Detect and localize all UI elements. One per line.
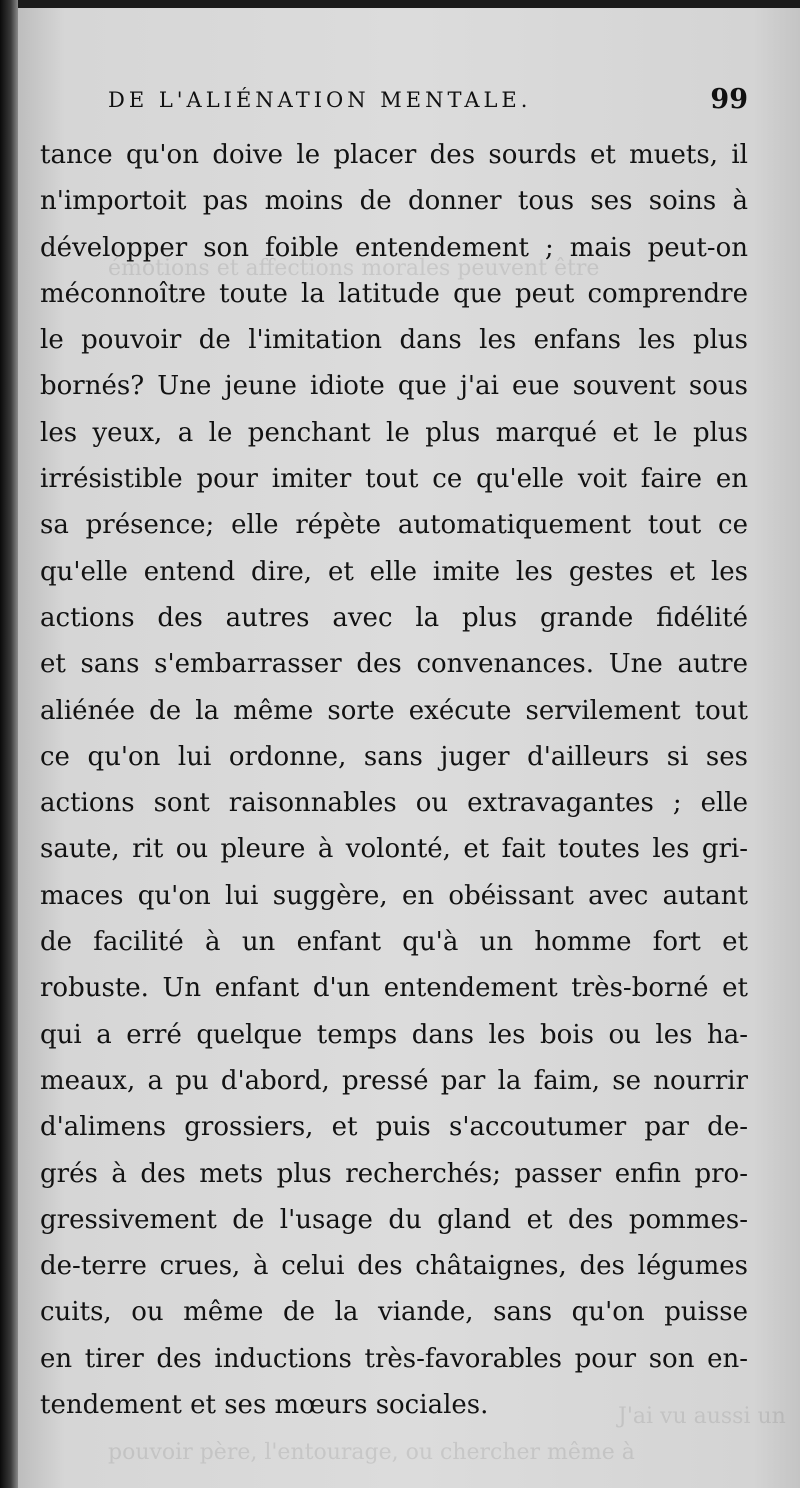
text-line: tendement et ses mœurs sociales. (40, 1390, 489, 1421)
text-line: développer son foible entendement ; mais peut-on (40, 232, 748, 263)
body-text (40, 132, 748, 1428)
bleed-through-text: émotions et affections morales peuvent être (108, 256, 600, 281)
text-line: qu'elle entend dire, et elle imite les gestes et les (40, 556, 748, 587)
text-line: actions sont raisonnables ou extravagantes ; elle (40, 788, 748, 819)
text-line: irrésistible pour imiter tout ce qu'elle voit faire en (40, 464, 748, 495)
text-line: cuits, ou même de la viande, sans qu'on puisse (40, 1297, 748, 1328)
running-head: DE L'ALIÉNATION MENTALE. (108, 88, 532, 112)
text-line: actions des autres avec la plus grande fidélité (40, 602, 748, 633)
page-header (108, 84, 748, 118)
text-line: méconnoître toute la latitude que peut comprendre (40, 278, 748, 309)
text-line: grés à des mets plus recherchés; passer enfin pro- (40, 1158, 748, 1189)
text-line: ce qu'on lui ordonne, sans juger d'ailleurs si ses (40, 741, 748, 772)
text-line: de facilité à un enfant qu'à un homme fort et (40, 927, 748, 958)
text-line: n'importoit pas moins de donner tous ses soins à (40, 186, 748, 217)
text-line: en tirer des inductions très-favorables pour son en- (40, 1343, 748, 1374)
text-line: maces qu'on lui suggère, en obéissant avec autant (40, 880, 748, 911)
text-line: les yeux, a le penchant le plus marqué et le plus (40, 417, 748, 448)
bleed-through-text: pouvoir père, l'entourage, ou chercher même à (108, 1440, 635, 1465)
text-line: de-terre crues, à celui des châtaignes, des légumes (40, 1251, 748, 1282)
text-line: d'alimens grossiers, et puis s'accoutumer par de- (40, 1112, 748, 1143)
text-line: gressivement de l'usage du gland et des pommes- (40, 1204, 748, 1235)
text-line: sa présence; elle répète automatiquement tout ce (40, 510, 748, 541)
text-line: tance qu'on doive le placer des sourds et muets, il (40, 140, 748, 170)
text-line: meaux, a pu d'abord, pressé par la faim, se nourrir (40, 1065, 748, 1096)
text-line: le pouvoir de l'imitation dans les enfans les plus (40, 325, 748, 356)
text-line: et sans s'embarrasser des convenances. Une autre (40, 649, 748, 680)
text-line: bornés? Une jeune idiote que j'ai eue souvent sous (40, 371, 748, 402)
text-line: saute, rit ou pleure à volonté, et fait toutes les gri- (40, 834, 748, 865)
book-gutter-shadow (0, 0, 18, 1488)
text-line: qui a erré quelque temps dans les bois ou les ha- (40, 1019, 748, 1050)
text-line: robuste. Un enfant d'un entendement très-borné et (40, 973, 748, 1004)
page-number: 99 (710, 84, 748, 115)
text-line: aliénée de la même sorte exécute servilement tout (40, 695, 748, 726)
bleed-through-text: J'ai vu aussi un (618, 1404, 786, 1429)
